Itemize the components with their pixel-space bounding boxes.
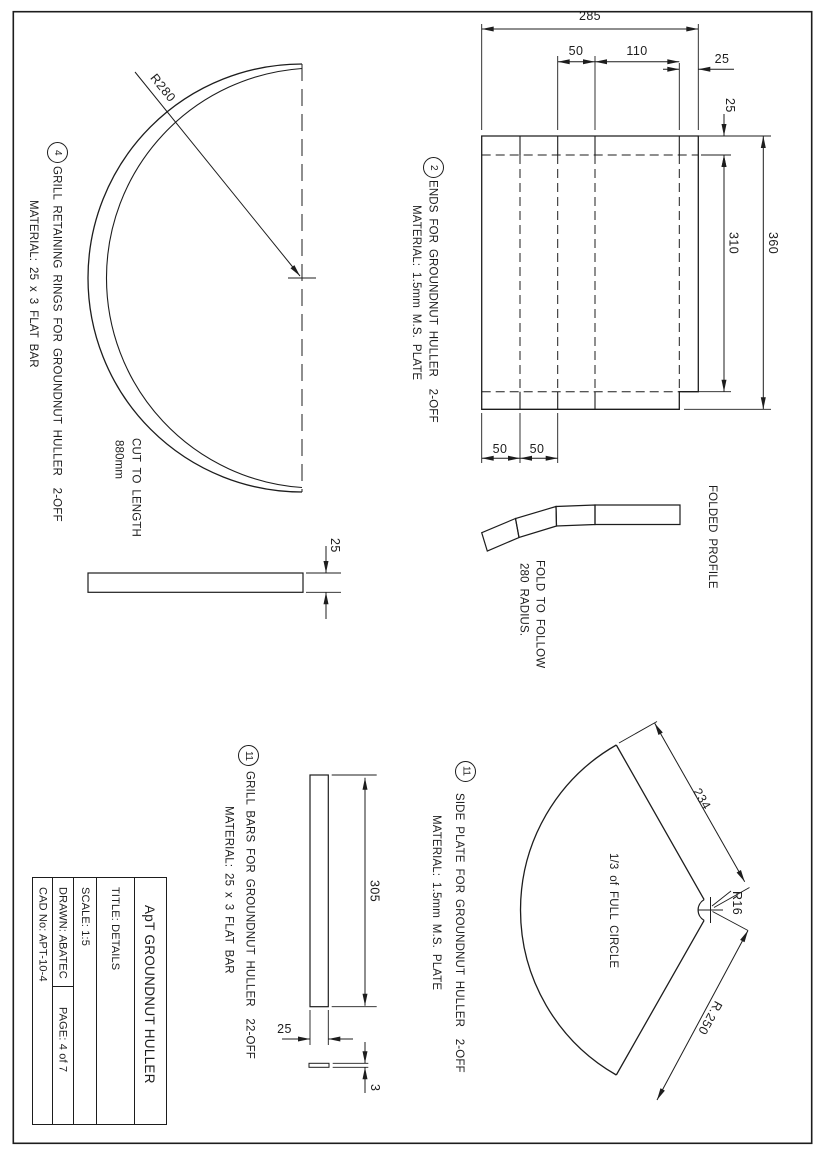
part-number-label: 11	[460, 766, 472, 776]
grill-bar-edge	[309, 1063, 329, 1067]
retaining-rings-material: MATERIAL: 25 x 3 FLAT BAR	[27, 200, 39, 368]
grill-bars-title: GRILL BARS FOR GROUNDNUT HULLER 22-OFF	[243, 771, 256, 1059]
ext-lines-right	[682, 136, 771, 409]
ends-title: ENDS FOR GROUNDNUT HULLER 2-OFF	[426, 180, 439, 423]
fold-lines-horizontal	[482, 155, 699, 392]
fold-lines-vertical	[520, 155, 679, 392]
drawing-scale: SCALE: 1:5	[79, 887, 91, 946]
title-block	[32, 877, 167, 1125]
dim-text-strip-25: 25	[723, 98, 737, 113]
radius-leader-r280	[135, 72, 300, 276]
dim-text-50-bottom-a: 50	[492, 442, 508, 456]
cad-number: CAD No: APT-10-4	[36, 887, 49, 982]
retaining-rings-title: GRILL RETAINING RINGS FOR GROUNDNUT HULLER 2-OFF	[50, 166, 63, 522]
dim-text-50-bottom-b: 50	[529, 442, 545, 456]
title-block-divider	[134, 878, 135, 1124]
part-grill-bars-view	[282, 775, 377, 1093]
folded-profile-view	[482, 505, 680, 551]
dim-text-r250: R.250	[695, 998, 725, 1038]
sector-center-note: 1/3 of FULL CIRCLE	[607, 853, 619, 969]
ext-lines-234	[619, 722, 750, 908]
title-block-divider	[52, 986, 73, 987]
dim-text-bar-25: 25	[328, 538, 342, 553]
dim-text-110: 110	[626, 44, 648, 58]
fold-note-line1: FOLD TO FOLLOW	[533, 560, 546, 669]
dim-text-25-grill: 25	[277, 1022, 292, 1036]
dim-text-50-top: 50	[568, 44, 584, 58]
dim-text-285: 285	[578, 9, 602, 23]
drawn-by: DRAWN: ABATEC	[56, 887, 69, 979]
drawing-title: TITLE: DETAILS	[109, 887, 121, 971]
part-side-plate-view	[521, 722, 750, 1101]
side-plate-title: SIDE PLATE FOR GROUNDNUT HULLER 2-OFF	[453, 793, 465, 1073]
part-number-label: 4	[52, 149, 63, 156]
page-number: PAGE: 4 of 7	[56, 1007, 69, 1073]
dim-text-234: 234	[690, 785, 714, 813]
dim-text-310: 310	[726, 232, 741, 255]
part-number-balloon-2	[423, 157, 444, 178]
title-block-divider	[73, 878, 74, 1124]
project-title: ApT GROUNDNUT HULLER	[142, 905, 157, 1084]
dim-text-305: 305	[367, 880, 382, 903]
dim-text-3: 3	[368, 1084, 382, 1092]
ring-outer-arc	[88, 64, 302, 492]
dim-text-r280: R280	[147, 71, 179, 105]
title-block-divider	[52, 878, 53, 1124]
sector-arc	[521, 745, 617, 1075]
ends-plate-outline	[482, 136, 699, 409]
cut-to-length-note: CUT TO LENGTH	[129, 438, 142, 537]
part-retaining-rings-view	[88, 64, 341, 619]
part-number-balloon-11-side-plate	[455, 761, 476, 782]
part-number-balloon-11-grill-bars	[238, 745, 259, 766]
part-number-label: 11	[243, 750, 254, 761]
ext-lines-grill	[310, 775, 377, 1067]
dim-text-r16: R16	[730, 891, 744, 916]
ends-material: MATERIAL: 1.5mm M.S. PLATE	[410, 205, 422, 381]
title-block-divider	[96, 878, 97, 1124]
part-number-balloon-4	[47, 142, 68, 163]
top-strip-lines	[520, 136, 679, 155]
folded-profile-label: FOLDED PROFILE	[706, 485, 718, 589]
cut-length-value: 880mm	[112, 440, 125, 480]
bottom-strip-lines	[520, 392, 595, 410]
dim-text-360: 360	[766, 232, 780, 255]
grill-bars-material: MATERIAL: 25 x 3 FLAT BAR	[222, 806, 235, 974]
side-plate-material: MATERIAL: 1.5mm M.S. PLATE	[430, 815, 442, 991]
flat-bar-view	[88, 573, 303, 592]
ring-inner-arc	[106, 69, 302, 488]
part-number-label: 2	[428, 164, 439, 171]
fold-note-line2: 280 RADIUS.	[517, 563, 530, 637]
grill-bar-face	[310, 775, 328, 1007]
dim-text-25-top: 25	[714, 52, 730, 66]
ext-lines-top	[482, 24, 699, 130]
